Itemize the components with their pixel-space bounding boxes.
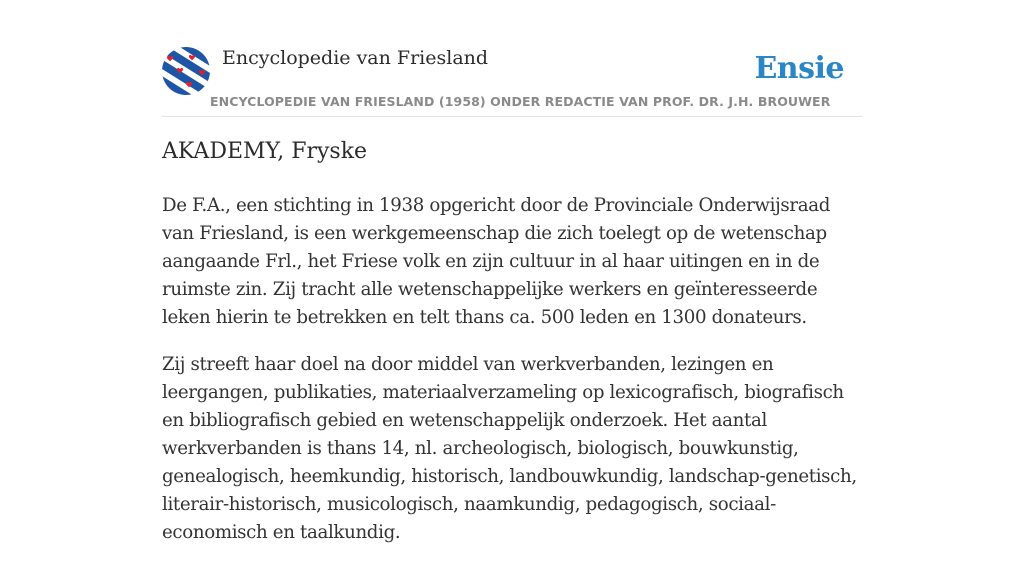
article-body xyxy=(162,192,866,566)
frisian-flag-icon[interactable] xyxy=(162,47,210,95)
site-header xyxy=(162,46,862,117)
encyclopedia-subtitle: ENCYCLOPEDIE VAN FRIESLAND (1958) ONDER REDACTIE VAN PROF. DR. J.H. BROUWER xyxy=(210,94,831,109)
article-paragraph-2: Zij streeft haar doel na door middel van werkverbanden, lezingen en leergangen, publikaties, materiaalverzameling op lexicografisch, biografisch en bibliografisch gebied en wetenschappelijk onderzoek. Het aantal werkverbanden is thans 14, nl. archeologisch, biologisch, bouwkunstig, genealogisch, heemkundig, historisch, landbouwkundig, landschap-genetisch, literair-historisch, musicologisch, naamkundig, pedagogisch, sociaal-economisch en taalkundig. xyxy=(162,354,857,543)
site-title-link[interactable]: Encyclopedie van Friesland xyxy=(222,47,489,69)
article-paragraph-1: De F.A., een stichting in 1938 opgericht door de Provinciale Onderwijsraad van Friesland, is een werkgemeenschap die zich toelegt op de wetenschap aangaande Frl., het Friese volk en zijn cultuur in al haar uitingen en in de ruimste zin. Zij tracht alle wetenschappelijke werkers en geïnteresseerde leken hierin te betrekken en telt thans ca. 500 leden en 1300 donateurs. xyxy=(162,195,830,328)
article-title: AKADEMY, Fryske xyxy=(162,139,368,164)
ensie-brand-logo[interactable]: Ensie xyxy=(754,51,844,86)
